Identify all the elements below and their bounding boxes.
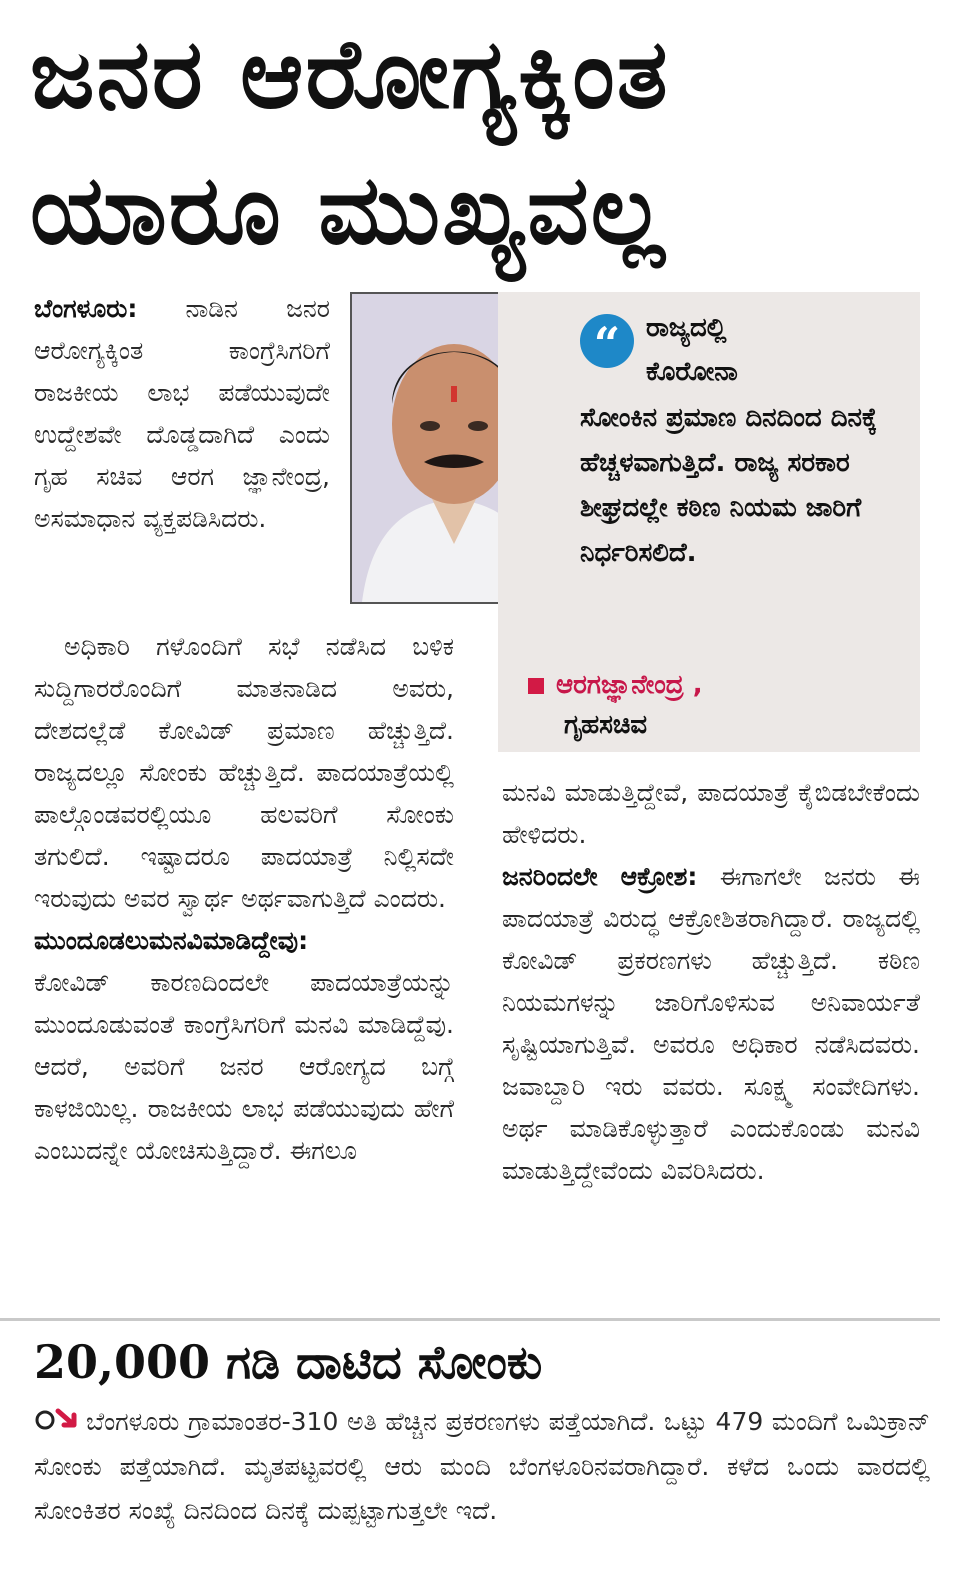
sidebar-headline [34,1332,542,1392]
article-column-right [502,772,920,1192]
article-paragraph-1: ನಾಡಿನ ಜನರ ಆರೋಗ್ಯಕ್ಕಿಂತ ಕಾಂಗ್ರೆಸಿಗರಿಗೆ ರಾಜಕೀಯ ಲಾಭ ಪಡೆಯುವುದೇ ಉದ್ದೇಶವೇ ದೊಡ್ಡದಾಗಿದೆ ಎಂದು ಗೃಹ ಸಚಿವ ಆರಗ ಜ್ಞಾನೇಂದ್ರ, ಅಸಮಾಧಾನ ವ್ಯಕ್ತಪಡಿಸಿದರು. [34,294,331,533]
sidebar-title: ಗಡಿ ದಾಟಿದ ಸೋಂಕು [226,1335,543,1389]
pull-quote-box [498,292,920,752]
section-divider [0,1318,940,1321]
quote-author: ಆರಗಜ್ಞಾನೇಂದ್ರ , [556,670,703,700]
quote-author-role: ಗೃಹಸಚಿವ [564,710,648,740]
headline-line-1: ಜನರ ಆರೋಗ್ಯಕ್ಕಿಂತ [30,18,670,130]
trend-arrow-icon [34,1401,84,1445]
article-column-left [34,626,454,1172]
article-paragraph-4: ಈಗಾಗಲೇ ಜನರು ಈ ಪಾದಯಾತ್ರೆ ವಿರುದ್ಧ ಆಕ್ರೋಶಿತರಾಗಿದ್ದಾರೆ. ರಾಜ್ಯದಲ್ಲಿ ಕೋವಿಡ್ ಪ್ರಕರಣಗಳು ಹೆಚ್ಚುತ್ತಿದೆ. ಕಠಿಣ ನಿಯಮಗಳನ್ನು ಜಾರಿಗೊಳಿಸುವ ಅನಿವಾರ್ಯತೆ ಸೃಷ್ಟಿಯಾಗುತ್ತಿವೆ. ಅವರೂ ಅಧಿಕಾರ ನಡೆಸಿದವರು. ಜವಾಬ್ದಾರಿ ಇರು ವವರು. ಸೂಕ್ಷ್ಮ ಸಂವೇದಿಗಳು. ಅರ್ಥ ಮಾಡಿಕೊಳ್ಳುತ್ತಾರೆ ಎಂದುಕೊಂಡು ಮನವಿ ಮಾಡುತ್ತಿದ್ದೇವೆಂದು ವಿವರಿಸಿದರು. [502,862,920,1185]
sidebar-number: 20,000 [34,1335,211,1389]
article-paragraph-2: ಅಧಿಕಾರಿ ಗಳೊಂದಿಗೆ ಸಭೆ ನಡೆಸಿದ ಬಳಿಕ ಸುದ್ದಿಗಾರರೊಂದಿಗೆ ಮಾತನಾಡಿದ ಅವರು, ದೇಶದಲ್ಲೆಡೆ ಕೋವಿಡ್ ಪ್ರಮಾಣ ಹೆಚ್ಚುತ್ತಿದೆ. ರಾಜ್ಯದಲ್ಲೂ ಸೋಂಕು ಹೆಚ್ಚುತ್ತಿದೆ. ಪಾದಯಾತ್ರೆಯಲ್ಲಿ ಪಾಲ್ಗೊಂಡವರಲ್ಲಿಯೂ ಹಲವರಿಗೆ ಸೋಂಕು ತಗುಲಿದೆ. ಇಷ್ಟಾದರೂ ಪಾದಯಾತ್ರೆ ನಿಲ್ಲಿಸದೇ ಇರುವುದು ಅವರ ಸ್ವಾರ್ಥ ಅರ್ಥವಾಗುತ್ತಿದೆ ಎಂದರು. [34,632,454,913]
subhead-2: ಜನರಿಂದಲೇ ಆಕ್ರೋಶ: [502,862,698,891]
pull-quote-line-2: ಕೊರೋನಾ [646,357,738,387]
sidebar-text-block [34,1400,930,1533]
article-paragraph-3: ಕೋವಿಡ್ ಕಾರಣದಿಂದಲೇ ಪಾದಯಾತ್ರೆಯನ್ನು ಮುಂದೂಡುವಂತೆ ಕಾಂಗ್ರೆಸಿಗರಿಗೆ ಮನವಿ ಮಾಡಿದ್ದೆವು. ಆದರೆ, ಅವರಿಗೆ ಜನರ ಆರೋಗ್ಯದ ಬಗ್ಗೆ ಕಾಳಜಿಯಿಲ್ಲ. ರಾಜಕೀಯ ಲಾಭ ಪಡೆಯುವುದು ಹೇಗೆ ಎಂಬುದನ್ನೇ ಯೋಚಿಸುತ್ತಿದ್ದಾರೆ. ಈಗಲೂ [34,968,454,1165]
pull-quote-line-1: ರಾಜ್ಯದಲ್ಲಿ [646,313,727,343]
article-column-top-left [34,288,330,540]
bullet-square-icon [528,678,544,694]
headline-line-2: ಯಾರೂ ಮುಖ್ಯವಲ್ಲ [30,154,667,266]
quote-attribution [528,664,703,706]
subhead-1: ಮುಂದೂಡಲುಮನವಿಮಾಡಿದ್ದೇವು: [34,926,309,955]
pull-quote-body: ಸೋಂಕಿನ ಪ್ರಮಾಣ ದಿನದಿಂದ ದಿನಕ್ಕೆ ಹೆಚ್ಚಳವಾಗುತ್ತಿದೆ. ರಾಜ್ಯ ಸರಕಾರ ಶೀಘ್ರದಲ್ಲೇ ಕಠಿಣ ನಿಯಮ ಜಾರಿಗೆ ನಿರ್ಧರಿಸಲಿದೆ. [580,403,878,568]
quote-icon [580,314,634,368]
svg-text:“: “ [593,317,621,368]
sidebar-text: ಬೆಂಗಳೂರು ಗ್ರಾಮಾಂತರ-310 ಅತಿ ಹೆಚ್ಚಿನ ಪ್ರಕರಣಗಳು ಪತ್ತೆಯಾಗಿದೆ. ಒಟ್ಟು 479 ಮಂದಿಗೆ ಒಮಿಕ್ರಾನ್ ಸೋಂಕು ಪತ್ತೆಯಾಗಿದೆ. ಮೃತಪಟ್ಟವರಲ್ಲಿ ಆರು ಮಂದಿ ಬೆಂಗಳೂರಿನವರಾಗಿದ್ದಾರೆ. ಕಳೆದ ಒಂದು ವಾರದಲ್ಲಿ ಸೋಂಕಿತರ ಸಂಖ್ಯೆ ದಿನದಿಂದ ದಿನಕ್ಕೆ ದುಪ್ಪಟ್ಟಾಗುತ್ತಲೇ ಇದೆ. [34,1407,930,1525]
article-paragraph-3-continued: ಮನವಿ ಮಾಡುತ್ತಿದ್ದೇವೆ, ಪಾದಯಾತ್ರೆ ಕೈಬಿಡಬೇಕೆಂದು ಹೇಳಿದರು. [502,778,920,849]
dateline: ಬೆಂಗಳೂರು: [34,294,138,323]
